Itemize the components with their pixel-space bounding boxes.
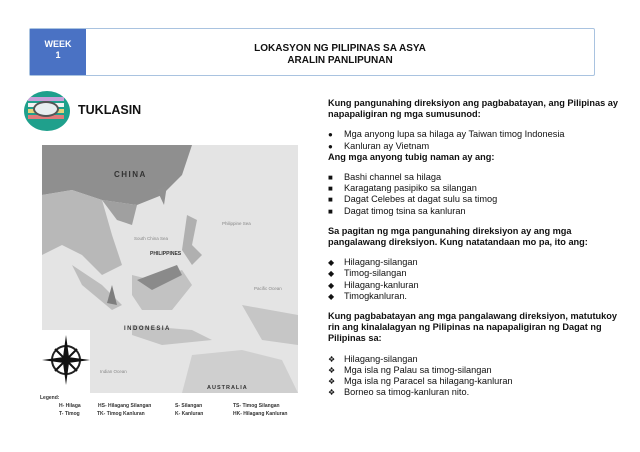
bullet-diamond-icon: ◆ [328, 258, 335, 268]
list-item: ■ Dagat Celebes at dagat sulu sa timog [328, 194, 498, 205]
list-item: ❖ Mga isla ng Paracel sa hilagang-kanluran [328, 376, 513, 387]
bullet-dot-icon: ● [328, 141, 333, 151]
list-item: ❖ Borneo sa timog-kanluran nito. [328, 387, 470, 398]
bullet-star-icon: ❖ [328, 388, 336, 398]
legend-item: H- Hilaga [59, 403, 81, 409]
week-number: 1 [55, 50, 61, 60]
legend-item: TK- Timog Kanluran [97, 411, 145, 417]
bullet-star-icon: ❖ [328, 365, 336, 375]
title-line-2: ARALIN PANLIPUNAN [287, 55, 393, 66]
bullet-list [328, 257, 618, 302]
southeast-asia-map [42, 145, 298, 393]
lesson-header [29, 28, 595, 76]
compass-rose-icon [42, 330, 90, 393]
bullet-diamond-icon: ◆ [328, 269, 335, 279]
bullet-dot-icon: ● [328, 130, 333, 140]
bullet-list [328, 129, 618, 151]
map-label-australia: AUSTRALIA [207, 385, 248, 391]
paragraph: Ang mga anyong tubig naman ay ang: [328, 151, 495, 162]
bullet-square-icon: ■ [328, 184, 333, 194]
bullet-list [328, 172, 618, 217]
lesson-content [328, 98, 618, 398]
list-item: ■ Karagatang pasipiko sa silangan [328, 183, 477, 194]
section-title: TUKLASIN [78, 103, 142, 117]
legend-title: Legend: [40, 395, 60, 401]
bullet-list [328, 354, 618, 399]
map-label-south-china-sea: South China Sea [134, 236, 169, 241]
paragraph: Sa pagitan ng mga pangunahing direksiyon ay ang mga pangalawang direksiyon. Kung natatandaan mo pa, ito ang: [328, 225, 588, 248]
legend-item: K- Kanluran [175, 411, 204, 417]
bullet-diamond-icon: ◆ [328, 291, 335, 301]
map-label-philippines: PHILIPPINES [150, 251, 182, 257]
paragraph: Kung pangunahing direksiyon ang pagbabatayan, ang Pilipinas ay napapaligiran ng mga sumusunod: [328, 98, 618, 120]
week-label: WEEK [44, 39, 72, 49]
legend-item: HK- Hilagang Kanluran [233, 411, 288, 417]
list-item: ■ Bashi channel sa hilaga [328, 172, 442, 183]
legend-item: S- Silangan [175, 403, 203, 409]
bullet-diamond-icon: ◆ [328, 280, 335, 290]
bullet-square-icon: ■ [328, 173, 333, 183]
list-item: ❖ Hilagang-silangan [328, 353, 418, 364]
map-label-philippine-sea: Philippine Sea [222, 221, 251, 226]
paragraph: Kung pagbabatayan ang mga pangalawang direksiyon, matutukoy rin ang kinalalagyan ng Pilipinas na napapaligiran ng Dagat ng Pilipinas sa: [328, 311, 617, 344]
list-item: ❖ Mga isla ng Palau sa timog-silangan [328, 364, 492, 375]
list-item: ◆ Timogkanluran. [328, 290, 407, 301]
legend-item: HS- Hilagang Silangan [98, 403, 152, 409]
title-line-1: LOKASYON NG PILIPINAS SA ASYA [254, 43, 426, 54]
list-item: ■ Dagat timog tsina sa kanluran [328, 205, 466, 216]
magnifier-logo-icon [24, 91, 70, 131]
map-label-indonesia: INDONESIA [124, 326, 171, 332]
legend-item: TS- Timog Silangan [233, 403, 280, 409]
lesson-title [86, 43, 594, 67]
bullet-square-icon: ■ [328, 195, 333, 205]
map-label-pacific-ocean: Pacific Ocean [254, 286, 282, 291]
map-label-china: CHINA [114, 170, 147, 179]
bullet-square-icon: ■ [328, 206, 333, 216]
list-item: ● Mga anyong lupa sa hilaga ay Taiwan timog Indonesia [328, 129, 565, 140]
list-item: ◆ Hilagang-kanluran [328, 279, 419, 290]
bullet-star-icon: ❖ [328, 354, 336, 364]
week-badge [30, 29, 86, 75]
map-label-indian-ocean: Indian Ocean [100, 369, 127, 374]
list-item: ● Kanluran ay Vietnam [328, 140, 430, 151]
list-item: ◆ Hilagang-silangan [328, 257, 418, 268]
legend-item: T- Timog [59, 411, 80, 417]
bullet-star-icon: ❖ [328, 377, 336, 387]
list-item: ◆ Timog-silangan [328, 268, 407, 279]
